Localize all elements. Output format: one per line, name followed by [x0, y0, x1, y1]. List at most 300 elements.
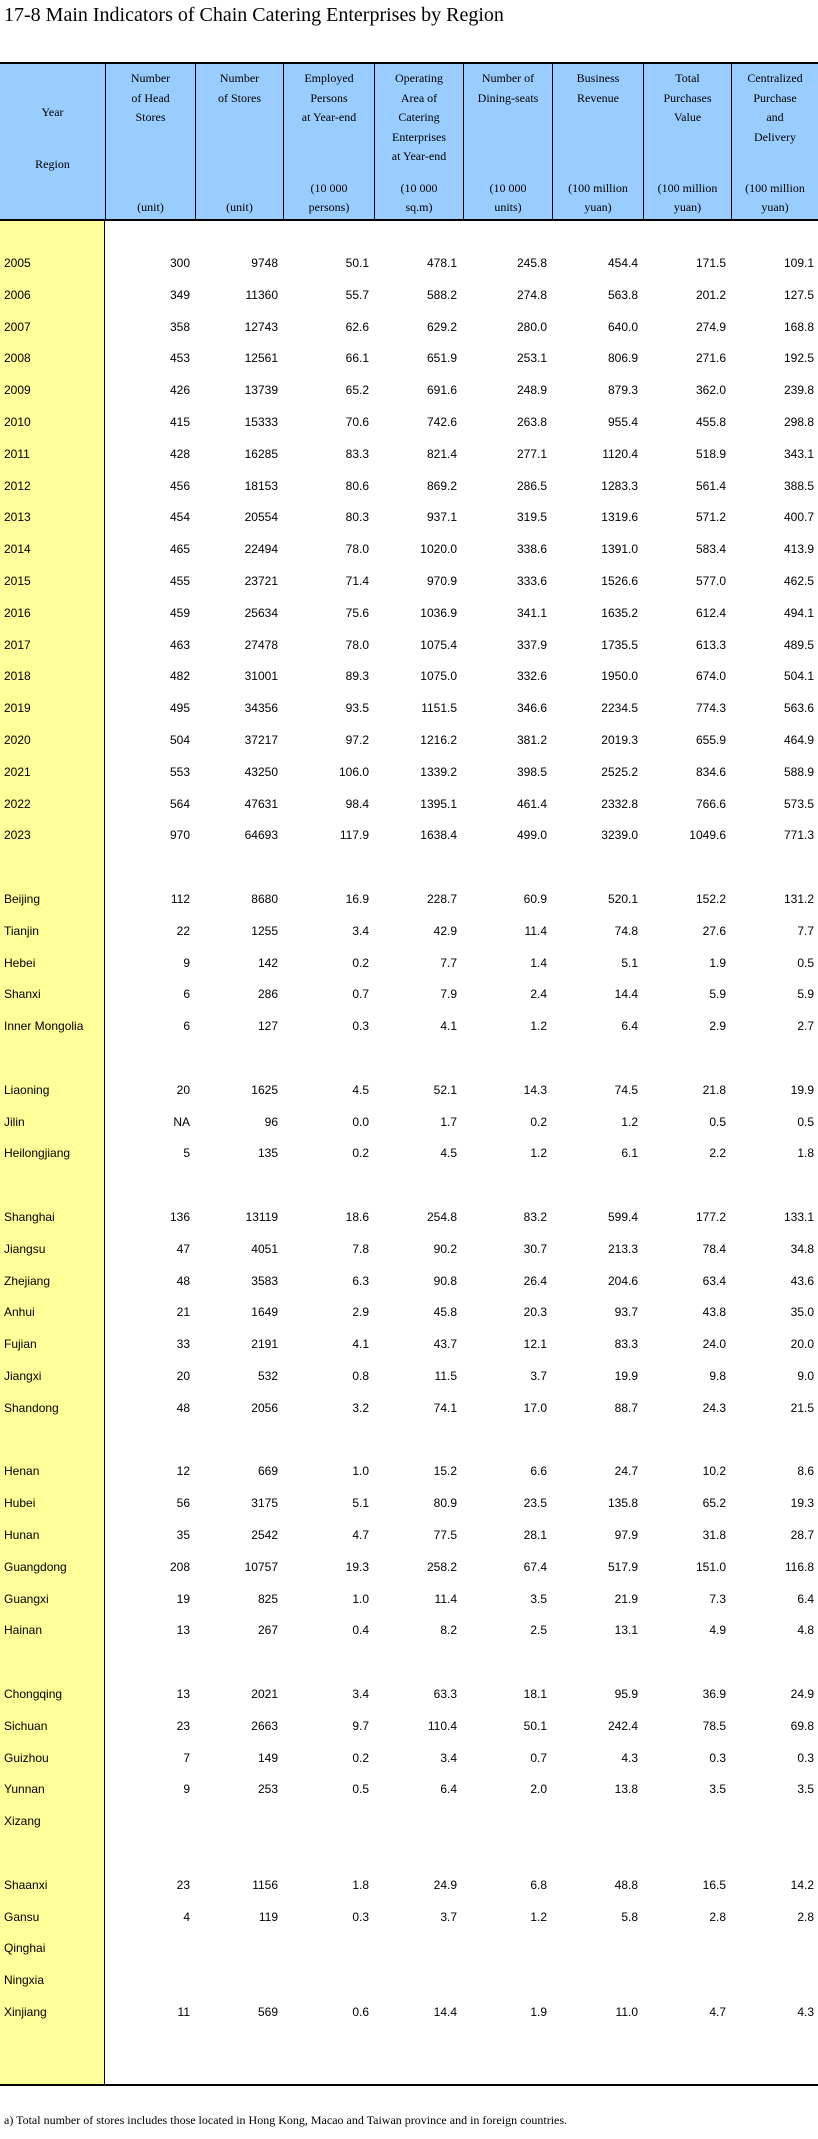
- table-cell: 0.2: [352, 1750, 369, 1765]
- table-cell: 6.1: [621, 1146, 638, 1161]
- table-cell: 24.9: [790, 1687, 814, 1701]
- table-cell: 10.2: [702, 1464, 726, 1479]
- year-row: [0, 506, 818, 528]
- table-cell: 298.8: [783, 415, 814, 429]
- table-cell: 19.9: [614, 1369, 638, 1383]
- table-cell: 11.5: [434, 1369, 457, 1383]
- table-cell: 504: [169, 733, 190, 747]
- table-cell: 955.4: [607, 415, 638, 429]
- table-cell: 1036.9: [420, 605, 457, 620]
- column-header-1: [105, 64, 195, 219]
- region-row: [0, 1111, 818, 1133]
- year-label: 2011: [4, 446, 30, 461]
- table-cell: 2019.3: [601, 733, 638, 747]
- table-cell: 1319.6: [601, 510, 638, 525]
- table-cell: 0.7: [530, 1750, 547, 1765]
- table-cell: 142: [257, 955, 278, 970]
- table-cell: 482: [169, 669, 190, 684]
- table-cell: [110, 1810, 190, 1832]
- footnote: a) Total number of stores includes those located in Hong Kong, Macao and Taiwan province and in foreign countries.: [4, 2113, 568, 2127]
- table-cell: 15.2: [433, 1464, 457, 1479]
- table-cell: 64693: [244, 828, 278, 843]
- year-label: 2009: [4, 383, 31, 398]
- table-cell: 1339.2: [420, 764, 457, 779]
- column-header-5: [463, 64, 552, 219]
- table-cell: 0.5: [352, 1782, 369, 1797]
- table-cell: 1638.4: [420, 828, 457, 843]
- table-cell: 691.6: [426, 383, 457, 398]
- table-cell: 553: [169, 764, 190, 779]
- table-cell: 2.0: [530, 1782, 547, 1797]
- region-label: Shandong: [4, 1400, 59, 1415]
- table-cell: 1283.3: [601, 478, 638, 493]
- table-cell: 1649: [251, 1305, 278, 1320]
- table-cell: 112: [170, 892, 190, 906]
- table-cell: 504.1: [783, 669, 814, 684]
- table-cell: [558, 1969, 638, 1991]
- column-header-label: Business Revenue: [576, 71, 620, 105]
- table-cell: 24.7: [614, 1464, 638, 1479]
- table-cell: 0.2: [352, 955, 369, 970]
- table-cell: [646, 1937, 726, 1959]
- table-cell: 1255: [251, 923, 278, 938]
- region-label: Guangdong: [4, 1559, 67, 1574]
- table-cell: 18153: [244, 478, 278, 493]
- table-cell: 2.8: [709, 1909, 726, 1924]
- region-label: Yunnan: [4, 1782, 45, 1797]
- region-label: Guangxi: [4, 1591, 49, 1606]
- table-cell: 5.1: [621, 955, 638, 970]
- table-cell: 42.9: [433, 923, 457, 938]
- column-header-6: [552, 64, 643, 219]
- table-cell: 80.3: [345, 510, 369, 525]
- year-label: 2015: [4, 574, 31, 588]
- table-cell: 52.1: [433, 1082, 457, 1097]
- table-cell: 70.6: [345, 415, 369, 429]
- region-row: [0, 1365, 818, 1387]
- table-cell: 426: [169, 383, 190, 398]
- table-cell: 78.0: [345, 542, 369, 557]
- year-label: 2012: [4, 478, 31, 493]
- table-cell: [198, 1937, 278, 1959]
- table-cell: 14.4: [433, 2005, 457, 2019]
- region-row: [0, 1715, 818, 1737]
- table-cell: 2.9: [352, 1305, 369, 1320]
- year-row: [0, 665, 818, 687]
- table-cell: 1526.6: [601, 574, 638, 588]
- table-cell: 3.4: [352, 923, 369, 938]
- table-cell: 0.2: [352, 1146, 369, 1161]
- region-label: Hunan: [4, 1528, 40, 1542]
- region-row: [0, 1142, 818, 1164]
- table-cell: 0.5: [709, 1114, 726, 1129]
- table-cell: 343.1: [783, 446, 814, 461]
- table-cell: 0.6: [352, 2005, 369, 2019]
- table-cell: 277.1: [516, 446, 547, 461]
- year-row: [0, 602, 818, 624]
- region-row: [0, 1874, 818, 1896]
- table-cell: 280.0: [516, 319, 547, 334]
- table-cell: 1.0: [352, 1464, 369, 1479]
- table-cell: 1.9: [530, 2005, 547, 2019]
- table-cell: 12743: [244, 319, 278, 334]
- stub-region-label: Region: [35, 157, 70, 171]
- table-cell: 573.5: [783, 796, 814, 811]
- table-cell: 5.1: [352, 1496, 369, 1511]
- region-row: [0, 1301, 818, 1323]
- table-cell: 2525.2: [601, 764, 638, 779]
- table-cell: 109.1: [783, 256, 814, 270]
- table-cell: 20: [176, 1369, 190, 1383]
- table-cell: 821.4: [426, 446, 457, 461]
- table-cell: 16.9: [345, 892, 369, 906]
- table-cell: 67.4: [523, 1559, 547, 1574]
- table-cell: 0.3: [352, 1019, 369, 1034]
- table-cell: 588.2: [426, 287, 457, 302]
- region-row: [0, 920, 818, 942]
- table-cell: 271.6: [695, 351, 726, 366]
- table-cell: [377, 1937, 457, 1959]
- table-cell: 494.1: [783, 605, 814, 620]
- table-cell: 338.6: [516, 542, 547, 557]
- region-row: [0, 1683, 818, 1705]
- table-cell: 6.8: [530, 1877, 547, 1892]
- table-cell: 319.5: [516, 510, 547, 525]
- table-cell: 12: [176, 1464, 190, 1479]
- table-cell: 254.8: [426, 1210, 457, 1224]
- table-cell: 6.4: [797, 1591, 814, 1606]
- table-cell: 2.9: [709, 1019, 726, 1034]
- year-label: 2008: [4, 351, 31, 366]
- table-cell: 588.9: [783, 764, 814, 779]
- table-cell: 149: [257, 1750, 278, 1765]
- region-label: Zhejiang: [4, 1273, 51, 1288]
- region-row: [0, 1206, 818, 1228]
- region-row: [0, 1524, 818, 1546]
- year-label: 2013: [4, 510, 31, 525]
- table-cell: 337.9: [516, 637, 547, 652]
- table-cell: 629.2: [426, 319, 457, 334]
- table-cell: 1635.2: [601, 605, 638, 620]
- table-cell: 136: [169, 1210, 190, 1224]
- region-label: Shaanxi: [4, 1877, 48, 1892]
- table-cell: 152.2: [695, 892, 726, 906]
- table-cell: 478.1: [426, 256, 457, 270]
- table-cell: 23721: [244, 574, 278, 588]
- table-cell: 19.3: [790, 1496, 814, 1511]
- column-header-label: Total Purchases Value: [663, 71, 712, 124]
- table-cell: 88.7: [614, 1400, 638, 1415]
- table-cell: 3.7: [440, 1909, 457, 1924]
- table-cell: 2.7: [797, 1019, 814, 1034]
- table-cell: [110, 1969, 190, 1991]
- table-cell: 13.8: [614, 1782, 638, 1797]
- region-label: Henan: [4, 1464, 40, 1479]
- region-row: [0, 1778, 818, 1800]
- table-cell: 834.6: [695, 764, 726, 779]
- column-header-unit: (10 000 units): [489, 181, 527, 214]
- table-cell: 74.1: [433, 1400, 457, 1415]
- table-cell: 674.0: [695, 669, 726, 684]
- region-label: Hainan: [4, 1623, 43, 1638]
- table-cell: 37217: [244, 733, 278, 747]
- table-cell: [467, 1969, 547, 1991]
- region-row: [0, 1397, 818, 1419]
- table-cell: 669: [257, 1464, 278, 1479]
- table-cell: 5.9: [709, 987, 726, 1002]
- table-cell: 0.3: [797, 1750, 814, 1765]
- table-cell: 413.9: [783, 542, 814, 557]
- table-cell: 16285: [244, 446, 278, 461]
- table-cell: 1156: [252, 1877, 278, 1892]
- table-cell: 96: [264, 1114, 278, 1129]
- table-cell: [467, 1810, 547, 1832]
- column-header-3: [283, 64, 374, 219]
- region-row: [0, 1238, 818, 1260]
- year-label: 2021: [4, 764, 31, 779]
- column-header-label: Number of Stores: [218, 71, 261, 105]
- table-cell: 48.8: [614, 1877, 638, 1892]
- table-cell: 31.8: [702, 1528, 726, 1542]
- table-cell: [289, 1969, 369, 1991]
- table-cell: 7.7: [440, 955, 457, 970]
- table-cell: 47: [176, 1241, 190, 1256]
- column-header-unit: (10 000 sq.m): [400, 181, 438, 214]
- region-row: [0, 1460, 818, 1482]
- table-cell: 24.9: [433, 1877, 457, 1892]
- table-cell: 25634: [244, 605, 278, 620]
- table-cell: 28.7: [790, 1528, 814, 1542]
- region-row: [0, 1810, 818, 1832]
- table-cell: 95.9: [614, 1687, 638, 1701]
- table-cell: 7.7: [797, 923, 814, 938]
- table-cell: 93.5: [345, 701, 369, 716]
- table-cell: 21.5: [790, 1400, 814, 1415]
- table-cell: 1625: [251, 1082, 278, 1097]
- table-cell: 50.1: [523, 1718, 547, 1733]
- table-cell: 35.0: [790, 1305, 814, 1320]
- table-cell: 22: [176, 923, 190, 938]
- table-cell: 1120.4: [602, 446, 638, 461]
- table-cell: 398.5: [516, 764, 547, 779]
- table-cell: [734, 1969, 814, 1991]
- table-cell: 24.3: [702, 1400, 726, 1415]
- table-cell: 83.3: [614, 1337, 638, 1352]
- table-cell: 3583: [251, 1273, 278, 1288]
- table-cell: 208: [169, 1559, 190, 1574]
- table-cell: 74.8: [614, 923, 638, 938]
- table-cell: 9: [183, 955, 190, 970]
- table-cell: 168.8: [783, 319, 814, 334]
- year-label: 2018: [4, 669, 31, 684]
- table-cell: 239.8: [783, 383, 814, 398]
- table-cell: 563.6: [783, 701, 814, 716]
- table-cell: 20.3: [523, 1305, 547, 1320]
- region-label: Tianjin: [4, 923, 39, 938]
- table-cell: 2.2: [709, 1146, 726, 1161]
- table-cell: 7.9: [440, 987, 457, 1002]
- table-cell: 171.5: [695, 256, 726, 270]
- region-row: [0, 1492, 818, 1514]
- region-row: [0, 1556, 818, 1578]
- table-cell: 75.6: [345, 605, 369, 620]
- table-cell: 462.5: [783, 574, 814, 588]
- table-cell: 518.9: [695, 446, 726, 461]
- region-label: Sichuan: [4, 1718, 48, 1733]
- region-label: Hebei: [4, 955, 36, 970]
- year-label: 2016: [4, 605, 31, 620]
- table-cell: 135.8: [607, 1496, 638, 1511]
- table-cell: 358: [169, 319, 190, 334]
- year-label: 2019: [4, 701, 31, 716]
- table-cell: 4.1: [352, 1337, 369, 1352]
- table-cell: 60.9: [523, 892, 547, 906]
- table-cell: 204.6: [607, 1273, 638, 1288]
- table-cell: 116.8: [784, 1559, 814, 1574]
- table-cell: 11.4: [434, 1591, 457, 1606]
- table-cell: 454.4: [607, 256, 638, 270]
- table-cell: 1.9: [709, 955, 726, 970]
- region-row: [0, 1015, 818, 1037]
- table-cell: 3.5: [530, 1591, 547, 1606]
- column-header-unit: (unit): [226, 200, 253, 214]
- table-cell: 131.2: [783, 892, 814, 906]
- table-cell: 63.3: [433, 1687, 457, 1701]
- year-label: 2014: [4, 542, 31, 557]
- table-cell: 83.3: [345, 446, 369, 461]
- table-cell: [110, 1937, 190, 1959]
- table-cell: 119: [258, 1909, 278, 1924]
- table-cell: 0.3: [709, 1750, 726, 1765]
- table-cell: 21: [176, 1305, 190, 1320]
- table-cell: 93.7: [614, 1305, 638, 1320]
- year-row: [0, 379, 818, 401]
- table-cell: 35: [176, 1528, 190, 1542]
- table-cell: 55.7: [345, 287, 369, 302]
- table-cell: 362.0: [695, 383, 726, 398]
- table-cell: 110.4: [427, 1718, 457, 1733]
- table-cell: 564: [169, 796, 190, 811]
- table-cell: 3.7: [530, 1369, 547, 1383]
- table-cell: 14.2: [790, 1877, 814, 1892]
- table-cell: 13119: [245, 1210, 278, 1224]
- table-cell: 651.9: [426, 351, 457, 366]
- table-cell: 12561: [244, 351, 278, 366]
- table-cell: 1391.0: [601, 542, 638, 557]
- table-cell: 332.6: [516, 669, 547, 684]
- region-row: [0, 1619, 818, 1641]
- table-cell: 655.9: [695, 733, 726, 747]
- region-label: Anhui: [4, 1305, 35, 1320]
- table-cell: 300: [169, 256, 190, 270]
- table-cell: 5.9: [797, 987, 814, 1002]
- table-cell: 133.1: [783, 1210, 814, 1224]
- table-cell: 4.7: [709, 2005, 726, 2019]
- table-cell: 97.2: [345, 733, 369, 747]
- year-row: [0, 634, 818, 656]
- table-cell: 463: [169, 637, 190, 652]
- region-row: [0, 1937, 818, 1959]
- table-cell: 3.5: [709, 1782, 726, 1797]
- table-cell: 77.5: [433, 1528, 457, 1542]
- year-label: 2023: [4, 828, 31, 843]
- table-cell: 228.7: [426, 892, 457, 906]
- table-cell: 1.2: [530, 1146, 547, 1161]
- year-row: [0, 824, 818, 846]
- year-row: [0, 793, 818, 815]
- table-cell: 489.5: [783, 637, 814, 652]
- table-cell: 19: [176, 1591, 190, 1606]
- table-cell: 50.1: [345, 256, 369, 270]
- region-row: [0, 1969, 818, 1991]
- region-row: [0, 1270, 818, 1292]
- table-cell: 970.9: [426, 574, 457, 588]
- column-header-label: Number of Dining-seats: [477, 71, 539, 105]
- table-cell: 83.2: [523, 1210, 547, 1224]
- column-header-2: [195, 64, 283, 219]
- table-cell: 4.8: [797, 1623, 814, 1638]
- table-cell: 11.0: [615, 2005, 638, 2019]
- table-cell: 3239.0: [601, 828, 638, 843]
- table-cell: 1.2: [530, 1909, 547, 1924]
- year-row: [0, 475, 818, 497]
- table-cell: 19.9: [790, 1082, 814, 1097]
- table-cell: 24.0: [702, 1337, 726, 1352]
- table-cell: 8.2: [440, 1623, 457, 1638]
- table-cell: 640.0: [607, 319, 638, 334]
- table-cell: 4: [183, 1909, 190, 1924]
- table-cell: 45.8: [433, 1305, 457, 1320]
- table-cell: 27478: [244, 637, 278, 652]
- table-cell: 22494: [244, 542, 278, 557]
- table-cell: 459: [169, 605, 190, 620]
- region-row: [0, 2001, 818, 2023]
- region-label: Gansu: [4, 1909, 40, 1924]
- table-cell: 11.4: [524, 923, 547, 938]
- table-cell: 11: [177, 2005, 190, 2019]
- region-row: [0, 1079, 818, 1101]
- region-label: Chongqing: [4, 1687, 63, 1701]
- column-header-label: Employed Persons at Year-end: [301, 71, 357, 124]
- region-label: Fujian: [4, 1337, 37, 1352]
- table-cell: 428: [169, 446, 190, 461]
- data-table: [0, 62, 818, 2086]
- table-cell: 583.4: [695, 542, 726, 557]
- table-cell: 3175: [251, 1496, 278, 1511]
- table-cell: [734, 1937, 814, 1959]
- table-cell: 1.0: [352, 1591, 369, 1606]
- column-header-unit: (10 000 persons): [308, 181, 350, 214]
- table-cell: 151.0: [695, 1559, 726, 1574]
- column-header-label: Centralized Purchase and Delivery: [747, 71, 803, 144]
- stub-header: [0, 64, 105, 219]
- table-cell: 56: [176, 1496, 190, 1511]
- table-cell: 7.3: [709, 1591, 726, 1606]
- year-label: 2017: [4, 637, 31, 652]
- year-label: 2005: [4, 256, 31, 270]
- table-cell: 43.8: [702, 1305, 726, 1320]
- table-cell: 612.4: [695, 605, 726, 620]
- table-cell: 1395.1: [420, 796, 457, 811]
- region-label: Inner Mongolia: [4, 1019, 84, 1034]
- table-cell: 9.7: [352, 1718, 369, 1733]
- table-cell: 2021: [251, 1687, 278, 1701]
- table-header: [0, 62, 818, 221]
- table-cell: 201.2: [695, 287, 726, 302]
- table-cell: 1151.5: [421, 701, 457, 716]
- table-cell: 341.1: [516, 605, 547, 620]
- year-row: [0, 347, 818, 369]
